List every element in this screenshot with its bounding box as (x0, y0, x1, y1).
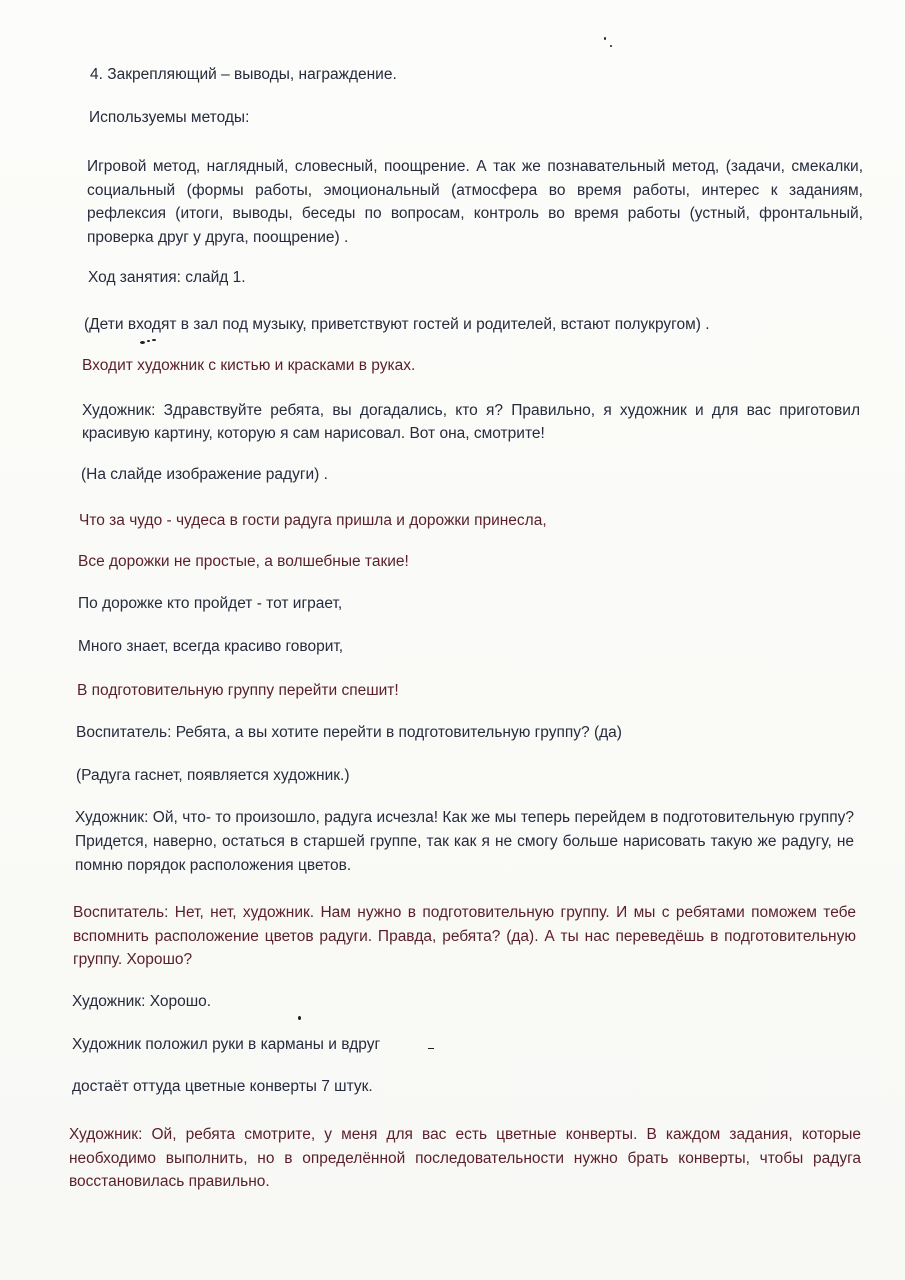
paragraph-poem-line-1: Что за чудо - чудеса в гости радуга пришла и дорожки принесла, (79, 512, 547, 529)
paragraph-poem-line-3: По дорожке кто пройдет - тот играет, (78, 595, 343, 612)
scan-speck (604, 37, 606, 40)
paragraph-teacher-question: Воспитатель: Ребята, а вы хотите перейти в подготовительную группу? (да) (76, 724, 622, 741)
paragraph-methods-list: Игровой метод, наглядный, словесный, поощрение. А так же познавательный метод, (задачи, смекалки, социальный (формы работы, эмоциональный (атмосфера во время работы, интерес к заданиям, рефлексия (итоги, выводы, беседы по вопросам, контроль во время работы (устный, фронтальный, проверка друг у друга, поощрение) . (87, 158, 863, 246)
scan-speck (147, 340, 150, 342)
paragraph-artist-greeting: Художник: Здравствуйте ребята, вы догадались, кто я? Правильно, я художник и для вас приготовил красивую картину, которую я сам нарисовал. Вот она, смотрите! (82, 402, 860, 442)
paragraph-envelopes: достаёт оттуда цветные конверты 7 штук. (72, 1078, 373, 1095)
scan-speck (610, 45, 612, 47)
paragraph-artist-worried: Художник: Ой, что- то произошло, радуга исчезла! Как же мы теперь перейдем в подготовительную группу? Придется, наверно, остаться в старшей группе, так как я не смогу больше нарисовать такую же радугу, не помню порядок расположения цветов. (75, 809, 854, 874)
paragraph-poem-line-2: Все дорожки не простые, а волшебные такие! (78, 553, 409, 570)
paragraph-artist-enters: Входит художник с кистью и красками в руках. (82, 357, 416, 374)
paragraph-poem-line-5: В подготовительную группу перейти спешит! (77, 682, 399, 699)
scan-speck (140, 341, 145, 344)
scan-speck (152, 339, 156, 341)
paragraph-methods-heading: Используемы методы: (89, 109, 250, 126)
scan-speck (298, 1016, 301, 1020)
paragraph-poem-line-4: Много знает, всегда красиво говорит, (78, 638, 344, 655)
paragraph-artist-agrees: Художник: Хорошо. (72, 993, 212, 1010)
paragraph-artist-pockets: Художник положил руки в карманы и вдруг (72, 1036, 381, 1053)
scan-speck (428, 1048, 434, 1049)
paragraph-children-enter: (Дети входят в зал под музыку, приветствуют гостей и родителей, встают полукругом) . (84, 316, 710, 333)
paragraph-stage-4: 4. Закрепляющий – выводы, награждение. (90, 66, 397, 83)
paragraph-rainbow-slide: (На слайде изображение радуги) . (81, 466, 328, 483)
paragraph-lesson-course: Ход занятия: слайд 1. (88, 269, 246, 286)
paragraph-teacher-reassures: Воспитатель: Нет, нет, художник. Нам нужно в подготовительную группу. И мы с ребятами поможем тебе вспомнить расположение цветов радуги. Правда, ребята? (да). А ты нас переведёшь в подготовительную группу. Хорошо? (73, 904, 856, 968)
paragraph-rainbow-fades: (Радуга гаснет, появляется художник.) (76, 767, 350, 784)
paragraph-artist-envelopes: Художник: Ой, ребята смотрите, у меня для вас есть цветные конверты. В каждом задания, которые необходимо выполнить, но в определённой последовательности нужно брать конверты, чтобы радуга восстановилась правильно. (69, 1126, 861, 1190)
